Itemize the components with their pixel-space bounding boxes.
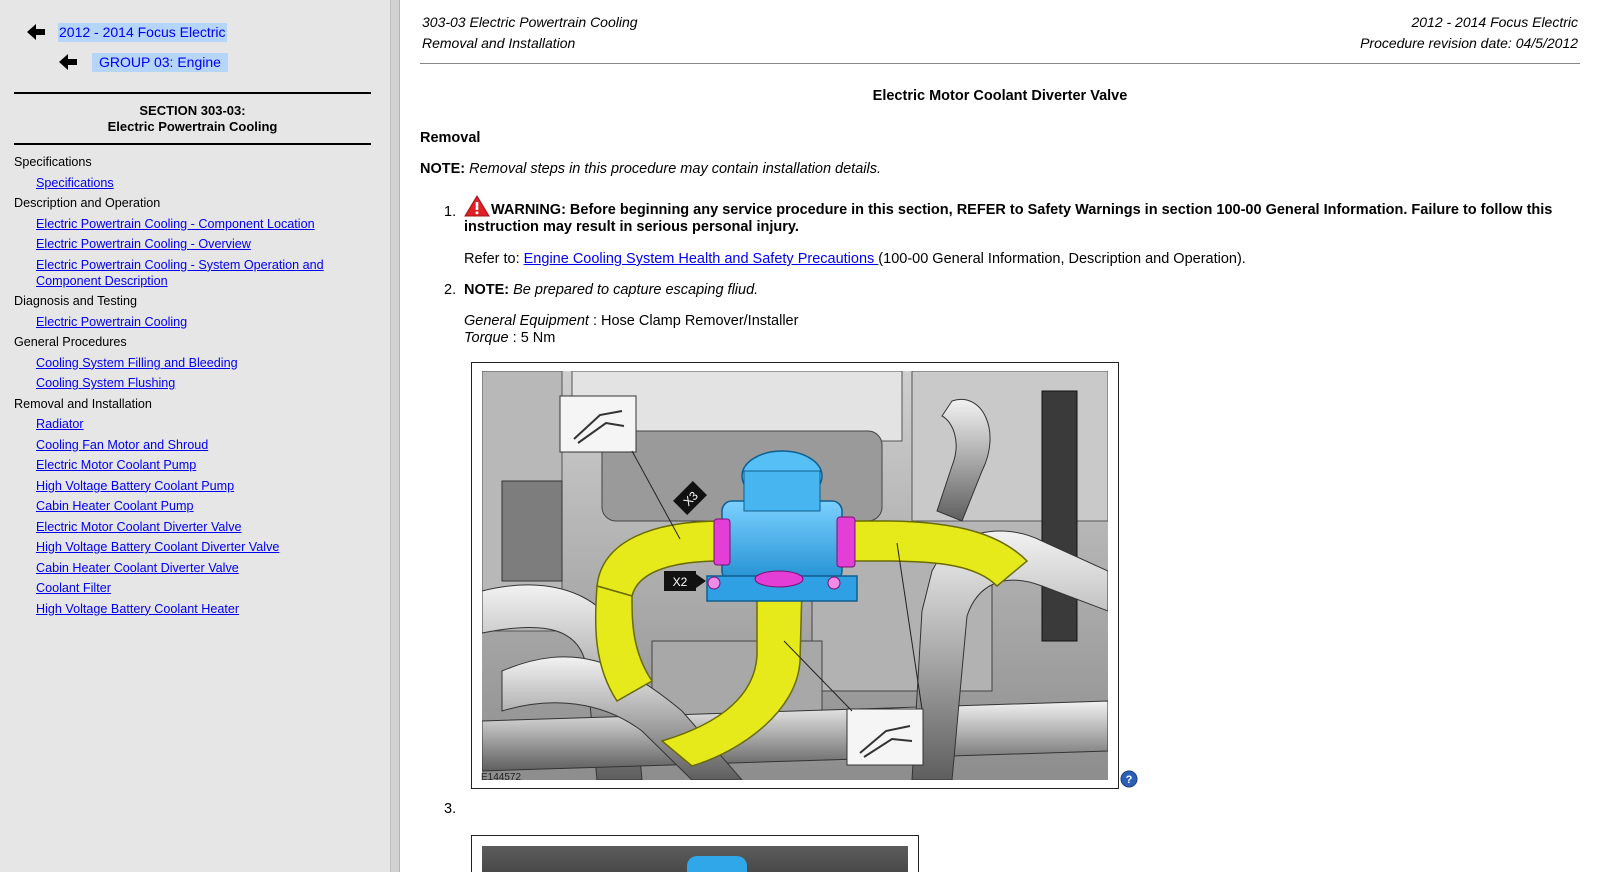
nav-link[interactable]: Cooling System Flushing: [36, 376, 176, 391]
header-category: Removal and Installation: [422, 35, 576, 51]
document-header: [420, 12, 1580, 64]
note-label: NOTE:: [464, 282, 510, 298]
equipment-spec: [464, 313, 798, 347]
refer-line: [464, 251, 1246, 267]
procedure-content: [400, 0, 1600, 872]
back-link-group[interactable]: GROUP 03: Engine: [92, 53, 228, 72]
step-number: 3.: [444, 801, 457, 817]
svg-text:?: ?: [1125, 774, 1133, 786]
torque-label: Torque: [464, 330, 509, 346]
procedure-illustration[interactable]: [471, 362, 1119, 789]
nav-link[interactable]: Cabin Heater Coolant Pump: [36, 499, 194, 514]
equipment-value: : Hose Clamp Remover/Installer: [588, 313, 799, 329]
nav-link[interactable]: Electric Motor Coolant Pump: [36, 458, 197, 473]
back-arrow-icon[interactable]: [26, 22, 46, 42]
equipment-label: General Equipment: [464, 313, 589, 329]
header-vehicle: 2012 - 2014 Focus Electric: [1411, 14, 1578, 30]
torque-value: : 5 Nm: [508, 330, 556, 346]
nav-link[interactable]: Electric Powertrain Cooling - Overview: [36, 237, 251, 252]
step-note: [464, 282, 758, 298]
removal-heading: Removal: [420, 130, 481, 146]
nav-link[interactable]: Electric Powertrain Cooling - System Operation and Component Description: [36, 257, 324, 288]
back-link-vehicle[interactable]: 2012 - 2014 Focus Electric: [59, 23, 226, 40]
nav-link[interactable]: High Voltage Battery Coolant Diverter Valve: [36, 540, 280, 555]
back-arrow-icon[interactable]: [58, 52, 78, 72]
nav-link[interactable]: Coolant Filter: [36, 581, 111, 596]
warning-triangle-icon: [464, 195, 490, 217]
figure-id: E144572: [481, 772, 522, 783]
nav-group-heading: Diagnosis and Testing: [14, 294, 137, 309]
note-label: NOTE:: [420, 161, 466, 177]
section-heading: [14, 92, 371, 145]
nav-link[interactable]: Radiator: [36, 417, 84, 432]
note-text: Removal steps in this procedure may contain installation details.: [469, 161, 881, 177]
pane-splitter[interactable]: [390, 0, 400, 872]
nav-link[interactable]: Cabin Heater Coolant Diverter Valve: [36, 560, 239, 575]
procedure-illustration-step3[interactable]: [471, 835, 919, 872]
nav-group-heading: Specifications: [14, 155, 92, 170]
header-section: 303-03 Electric Powertrain Cooling: [422, 14, 638, 30]
illustration-image: [482, 846, 908, 872]
sidebar: [0, 0, 390, 872]
section-title: Electric Powertrain Cooling: [107, 119, 278, 134]
nav-group-heading: General Procedures: [14, 335, 127, 350]
section-nav: [14, 152, 374, 619]
step-number: 2.: [444, 282, 457, 298]
nav-link[interactable]: Electric Powertrain Cooling - Component Location: [36, 216, 315, 231]
safety-warning: [464, 195, 1564, 236]
step-number: 1.: [444, 204, 457, 220]
removal-note: [420, 161, 881, 177]
nav-link[interactable]: Cooling Fan Motor and Shroud: [36, 437, 209, 452]
section-number: SECTION 303-03:: [139, 103, 246, 118]
nav-group-heading: Description and Operation: [14, 196, 161, 211]
note-text: Be prepared to capture escaping fliud.: [513, 282, 759, 298]
nav-link[interactable]: Specifications: [36, 175, 114, 190]
valve-diagram: [482, 371, 1108, 780]
nav-link[interactable]: High Voltage Battery Coolant Pump: [36, 478, 235, 493]
back-nav-vehicle: [26, 22, 227, 42]
procedure-title: Electric Motor Coolant Diverter Valve: [872, 88, 1128, 104]
nav-link[interactable]: Electric Powertrain Cooling: [36, 314, 188, 329]
svg-text:X3: X3: [680, 488, 701, 509]
valve-shape: [687, 856, 747, 872]
back-nav-group: [58, 52, 228, 72]
nav-link[interactable]: High Voltage Battery Coolant Heater: [36, 601, 240, 616]
safety-precautions-link[interactable]: Engine Cooling System Health and Safety Precautions: [523, 251, 879, 267]
nav-link[interactable]: Cooling System Filling and Bleeding: [36, 355, 238, 370]
help-icon[interactable]: [1120, 770, 1138, 788]
refer-prefix: Refer to:: [464, 251, 524, 267]
nav-link[interactable]: Electric Motor Coolant Diverter Valve: [36, 519, 242, 534]
warning-text: WARNING: Before beginning any service procedure in this section, REFER to Safety Warnings in section 100-00 General Information. Failure to follow this instruction may result in serious personal injury.: [464, 202, 1553, 235]
svg-text:X2: X2: [672, 575, 688, 589]
header-revision-date: Procedure revision date: 04/5/2012: [1360, 35, 1578, 51]
nav-group-heading: Removal and Installation: [14, 396, 152, 411]
refer-suffix: (100-00 General Information, Description and Operation).: [878, 251, 1246, 267]
